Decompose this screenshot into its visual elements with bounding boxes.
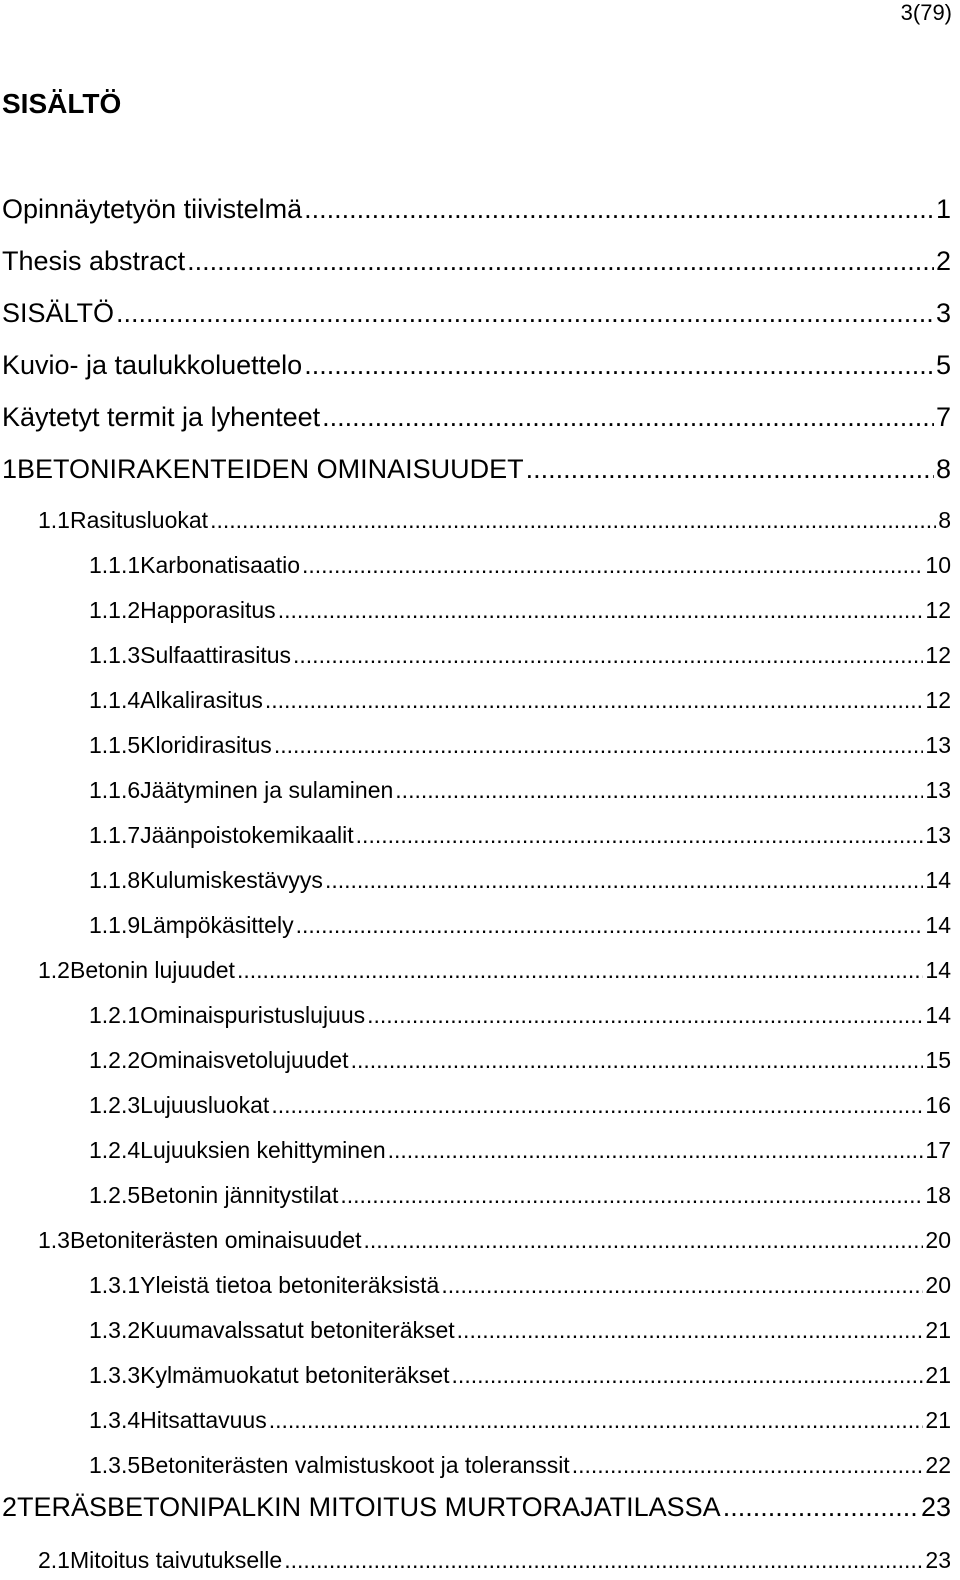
- dot-leader: [269, 1405, 924, 1435]
- toc-entry-page: 5: [935, 350, 951, 380]
- dot-leader: [325, 865, 923, 895]
- dot-leader: [278, 595, 924, 625]
- toc-entry-number: 1.1.7: [89, 822, 141, 848]
- dot-leader: [356, 820, 924, 850]
- toc-entry-page: 23: [925, 1547, 951, 1573]
- toc-entry[interactable]: [89, 1270, 951, 1300]
- toc-entry-title: Käytetyt termit ja lyhenteet: [2, 402, 321, 432]
- toc-entry-title: Mitoitus taivutukselle: [69, 1547, 283, 1573]
- toc-entry-title: Betonin jännitystilat: [140, 1182, 339, 1208]
- toc-entry-page: 20: [925, 1272, 951, 1298]
- toc-entry[interactable]: [89, 1180, 951, 1210]
- toc-entry[interactable]: [2, 192, 951, 226]
- toc-entry-title: Rasitusluokat: [69, 507, 209, 533]
- toc-entry-page: 10: [925, 552, 951, 578]
- toc-entry-page: 14: [925, 867, 951, 893]
- toc-entry-page: 23: [920, 1492, 951, 1522]
- dot-leader: [526, 452, 934, 486]
- toc-entry-title: Kulumiskestävyys: [140, 867, 323, 893]
- toc-entry-page: 7: [935, 402, 951, 432]
- toc-entry[interactable]: [89, 1045, 951, 1075]
- toc-entry-title: Kuvio- ja taulukkoluettelo: [2, 350, 303, 380]
- dot-leader: [274, 730, 924, 760]
- dot-leader: [304, 192, 934, 226]
- toc-entry-page: 13: [925, 732, 951, 758]
- toc-entry-page: 13: [925, 777, 951, 803]
- toc-entry-page: 21: [925, 1317, 951, 1343]
- toc-entry-number: 1.3: [38, 1227, 70, 1253]
- dot-leader: [293, 640, 923, 670]
- toc-entry-page: 13: [925, 822, 951, 848]
- toc-entry[interactable]: [38, 1545, 951, 1575]
- dot-leader: [296, 910, 924, 940]
- dot-leader: [271, 1090, 923, 1120]
- dot-leader: [441, 1270, 923, 1300]
- toc-entry-title: Hitsattavuus: [140, 1407, 267, 1433]
- toc-entry-number: 1.2.3: [89, 1092, 141, 1118]
- dot-leader: [364, 1225, 924, 1255]
- toc-entry-page: 21: [925, 1407, 951, 1433]
- toc-entry[interactable]: [89, 1450, 951, 1480]
- toc-entry[interactable]: [38, 1225, 951, 1255]
- toc-entry[interactable]: [89, 865, 951, 895]
- dot-leader: [723, 1490, 919, 1524]
- toc-entry-number: 1.2: [38, 957, 70, 983]
- toc-entry-page: 12: [925, 642, 951, 668]
- dot-leader: [304, 348, 934, 382]
- toc-entry[interactable]: [89, 820, 951, 850]
- toc-entry-title: Sulfaattirasitus: [140, 642, 292, 668]
- toc-entry-number: 1.1: [38, 507, 70, 533]
- toc-entry-number: 1.3.3: [89, 1362, 141, 1388]
- toc-entry-title: Alkalirasitus: [140, 687, 263, 713]
- toc-entry-title: Betoniterästen ominaisuudet: [69, 1227, 362, 1253]
- dot-leader: [351, 1045, 924, 1075]
- toc-entry-title: Opinnäytetyön tiivistelmä: [2, 194, 303, 224]
- toc-entry[interactable]: [2, 244, 951, 278]
- toc-entry-page: 14: [925, 912, 951, 938]
- toc-entry-title: Kuumavalssatut betoniteräkset: [140, 1317, 455, 1343]
- toc-entry-title: Ominaispuristuslujuus: [140, 1002, 366, 1028]
- toc-entry[interactable]: [89, 1135, 951, 1165]
- toc-entry-number: 1.2.2: [89, 1047, 141, 1073]
- dot-leader: [457, 1315, 924, 1345]
- dot-leader: [572, 1450, 924, 1480]
- toc-entry[interactable]: [89, 550, 951, 580]
- toc-entry-number: 1.1.1: [89, 552, 141, 578]
- toc-entry-number: 1.3.2: [89, 1317, 141, 1343]
- toc-entry-page: 20: [925, 1227, 951, 1253]
- toc-entry[interactable]: [89, 685, 951, 715]
- toc-entry-page: 2: [935, 246, 951, 276]
- dot-leader: [265, 685, 924, 715]
- toc-entry-title: Betonin lujuudet: [69, 957, 235, 983]
- dot-leader: [302, 550, 923, 580]
- toc-entry-title: BETONIRAKENTEIDEN OMINAISUUDET: [17, 454, 524, 484]
- toc-entry-number: 1.1.8: [89, 867, 141, 893]
- dot-leader: [367, 1000, 923, 1030]
- toc-entry-title: Kylmämuokatut betoniteräkset: [140, 1362, 450, 1388]
- toc-entry[interactable]: [2, 1490, 951, 1524]
- toc-entry-number: 1.1.4: [89, 687, 141, 713]
- toc-entry-page: 8: [935, 454, 951, 484]
- toc-entry-number: 1.1.6: [89, 777, 141, 803]
- dot-leader: [388, 1135, 924, 1165]
- toc-entry[interactable]: [89, 595, 951, 625]
- toc-entry-title: Thesis abstract: [2, 246, 186, 276]
- toc-entry-page: 22: [925, 1452, 951, 1478]
- toc-entry[interactable]: [89, 775, 951, 805]
- toc-entry[interactable]: [89, 730, 951, 760]
- toc-entry-title: Jäänpoistokemikaalit: [140, 822, 354, 848]
- toc-entry-page: 1: [935, 194, 951, 224]
- toc-entry[interactable]: [89, 640, 951, 670]
- toc-entry-number: 1: [2, 454, 18, 484]
- toc-entry-title: Yleistä tietoa betoniteräksistä: [140, 1272, 440, 1298]
- dot-leader: [237, 955, 923, 985]
- toc-entry-page: 15: [925, 1047, 951, 1073]
- toc-entry[interactable]: [89, 1360, 951, 1390]
- toc-entry-number: 1.2.4: [89, 1137, 141, 1163]
- toc-entry-title: Lujuuksien kehittyminen: [140, 1137, 386, 1163]
- toc-entry[interactable]: [2, 400, 951, 434]
- toc-entry-page: 18: [925, 1182, 951, 1208]
- toc-entry-page: 14: [925, 957, 951, 983]
- dot-leader: [322, 400, 934, 434]
- toc-entry[interactable]: [89, 1405, 951, 1435]
- toc-entry-title: Happorasitus: [140, 597, 276, 623]
- toc-entry-number: 1.1.5: [89, 732, 141, 758]
- toc-entry-number: 2.1: [38, 1547, 70, 1573]
- toc-entry-page: 3: [935, 298, 951, 328]
- toc-entry-page: 21: [925, 1362, 951, 1388]
- toc-entry-number: 1.1.2: [89, 597, 141, 623]
- toc-entry[interactable]: [2, 452, 951, 486]
- toc-entry[interactable]: [38, 505, 951, 535]
- page-number: 3(79): [900, 0, 952, 25]
- dot-leader: [452, 1360, 924, 1390]
- toc-entry-number: 1.3.4: [89, 1407, 141, 1433]
- toc-entry-page: 8: [938, 507, 951, 533]
- toc-entry[interactable]: [2, 296, 951, 330]
- toc-entry[interactable]: [38, 955, 951, 985]
- toc-entry[interactable]: [2, 348, 951, 382]
- toc-entry-title: Betoniterästen valmistuskoot ja toleranssit: [140, 1452, 570, 1478]
- toc-entry[interactable]: [89, 1315, 951, 1345]
- toc-entry-page: 14: [925, 1002, 951, 1028]
- toc-entry-number: 1.1.9: [89, 912, 141, 938]
- toc-entry[interactable]: [89, 1000, 951, 1030]
- toc-entry-number: 1.2.5: [89, 1182, 141, 1208]
- dot-leader: [284, 1545, 923, 1575]
- toc-entry-title: Jäätyminen ja sulaminen: [140, 777, 394, 803]
- toc-entry-number: 1.1.3: [89, 642, 141, 668]
- toc-entry[interactable]: [89, 910, 951, 940]
- toc-heading: SISÄLTÖ: [2, 88, 122, 119]
- toc-entry-title: Ominaisvetolujuudet: [140, 1047, 349, 1073]
- dot-leader: [340, 1180, 923, 1210]
- dot-leader: [210, 505, 936, 535]
- toc-entry-number: 1.3.1: [89, 1272, 141, 1298]
- toc-entry-title: Lujuusluokat: [140, 1092, 270, 1118]
- toc-entry-page: 17: [925, 1137, 951, 1163]
- toc-entry-page: 12: [925, 687, 951, 713]
- toc-entry-title: Karbonatisaatio: [140, 552, 300, 578]
- toc-entry-title: SISÄLTÖ: [2, 298, 115, 328]
- toc-entry-page: 12: [925, 597, 951, 623]
- dot-leader: [116, 296, 934, 330]
- toc-entry[interactable]: [89, 1090, 951, 1120]
- toc-entry-number: 1.2.1: [89, 1002, 141, 1028]
- toc-entry-page: 16: [925, 1092, 951, 1118]
- dot-leader: [187, 244, 934, 278]
- toc-entry-number: 2: [2, 1492, 18, 1522]
- dot-leader: [395, 775, 923, 805]
- toc-entry-title: TERÄSBETONIPALKIN MITOITUS MURTORAJATILASSA: [17, 1492, 721, 1522]
- toc-entry-number: 1.3.5: [89, 1452, 141, 1478]
- toc-entry-title: Lämpökäsittely: [140, 912, 294, 938]
- toc-entry-title: Kloridirasitus: [140, 732, 272, 758]
